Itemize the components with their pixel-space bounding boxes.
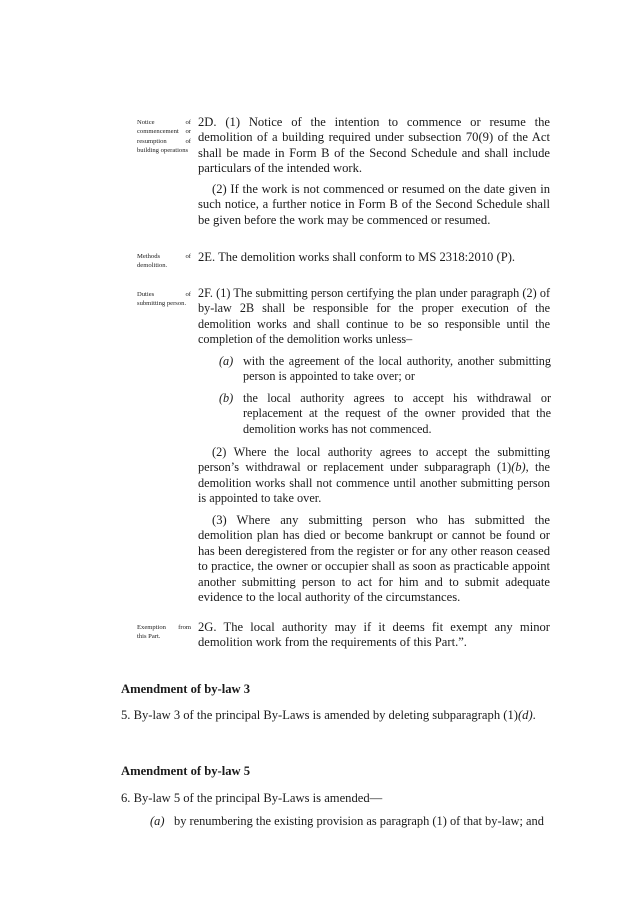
clause-2f-item-a — [219, 354, 551, 385]
clause-number: 2F. — [198, 286, 213, 300]
margin-note-2d: Notice of commencement or resumption of building operations — [137, 119, 191, 154]
clause-2e — [198, 250, 550, 265]
item-label: (a) — [150, 814, 165, 828]
amendment-5-item-a — [150, 814, 551, 829]
clause-2f-para-2-block — [198, 445, 550, 507]
margin-note-2e: Methods of demolition. — [137, 253, 191, 270]
clause-2f-para-1: (1) The submitting person certifying the plan under paragraph (2) of by-law 2B shall be responsible for the proper execution of the demolition works and shall continue to be so responsible until the completion of the demolition works unless– — [198, 286, 550, 347]
clause-2g-text: The local authority may if it deems fit exempt any minor demolition work from the requirements of this Part.”. — [198, 620, 551, 650]
amendment-3-heading: Amendment of by-law 3 — [121, 682, 251, 696]
margin-note-2f: Duties of submitting person. — [137, 291, 191, 308]
amendment-3-ref: (d) — [517, 708, 533, 722]
amendment-3-text-block — [121, 708, 551, 723]
clause-number: 2D. — [198, 115, 217, 129]
amendment-5-text: 6. By-law 5 of the principal By-Laws is amended— — [121, 791, 383, 805]
item-text: by renumbering the existing provision as paragraph (1) of that by-law; and — [174, 814, 544, 828]
clause-2d-para-2: (2) If the work is not commenced or resumed on the date given in such notice, a further notice in Form B of the Second Schedule shall be given before the work may be commenced or resumed. — [198, 182, 550, 227]
margin-note-2g: Exemption from this Part. — [137, 624, 191, 641]
clause-2f-item-b — [219, 391, 551, 437]
item-label: (b) — [219, 391, 234, 405]
amendment-3-text-end: . — [532, 708, 536, 722]
amendment-5-text-block — [121, 791, 551, 806]
clause-2e-text: The demolition works shall conform to MS 2318:2010 (P). — [218, 250, 516, 264]
clause-2f-para-3: (3) Where any submitting person who has submitted the demolition plan has died or become bankrupt or cannot be found or has been deregistered from the register or for any other reason ceased to practice, the owner or occupier shall as soon as practicable appoint another submitting person to act for him and to submit adequate evidence to the local authority of the circumstances. — [198, 513, 550, 605]
clause-2f — [198, 286, 550, 348]
item-text: with the agreement of the local authority, another submitting person is appointed to take over; or — [243, 354, 551, 384]
item-label: (a) — [219, 354, 234, 368]
clause-number: 2E. — [198, 250, 216, 264]
item-text: the local authority agrees to accept his withdrawal or replacement at the request of the owner provided that the demolition works has not commenced. — [243, 391, 551, 436]
clause-2g — [198, 620, 550, 651]
amendment-3-text-start: 5. By-law 3 of the principal By-Laws is amended by deleting subparagraph (1) — [121, 708, 518, 722]
clause-2f-para-2-end: , the demolition works shall not commence until another submitting person is appointed to take over. — [198, 460, 550, 506]
clause-2f-para-3-block — [198, 513, 550, 605]
clause-2d — [198, 115, 550, 177]
clause-number: 2G. — [198, 620, 217, 634]
amendment-5-heading: Amendment of by-law 5 — [121, 764, 251, 778]
clause-2d-para-2-block — [198, 182, 550, 228]
clause-2d-para-1: (1) Notice of the intention to commence or resume the demolition of a building required under subsection 70(9) of the Act shall be made in Form B of the Second Schedule and shall include particulars of the intended work. — [198, 115, 550, 176]
clause-2f-para-2-ref: (b) — [511, 460, 526, 475]
clause-2f-para-2-start: (2) Where the local authority agrees to accept the submitting person’s withdrawal or replacement under subparagraph (1) — [198, 445, 550, 475]
